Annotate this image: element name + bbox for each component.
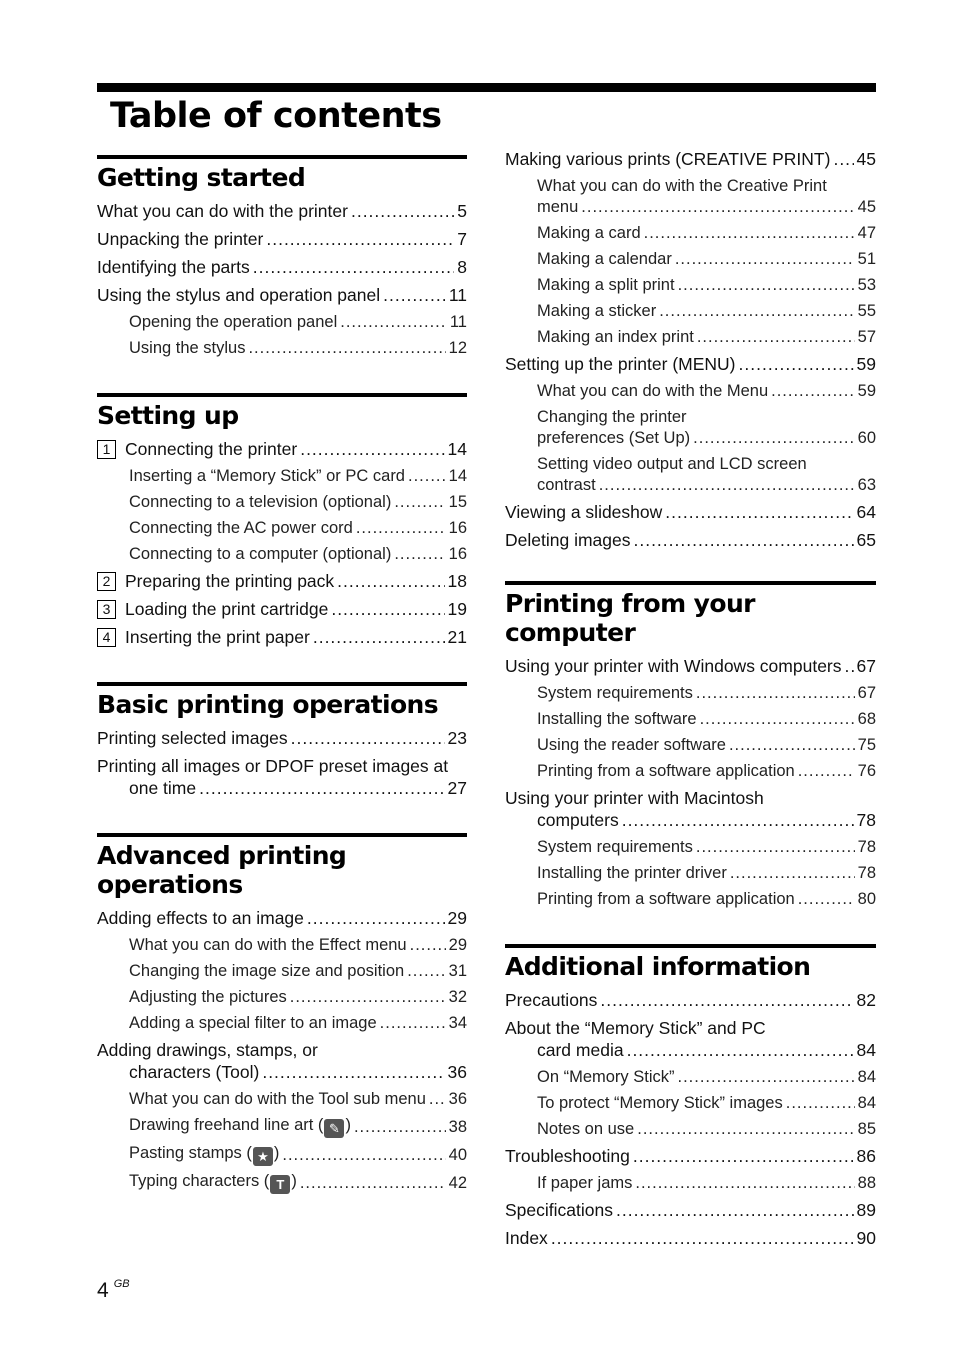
toc-entry[interactable]: Printing all images or DPOF preset images at one time ..... 27 (97, 755, 467, 799)
step-number-box: 3 (97, 600, 116, 619)
section-creative-print-continued (505, 148, 876, 551)
toc-subentry[interactable]: Printing from a software application ..... 76 (505, 761, 876, 782)
toc-subentry[interactable]: What you can do with the Tool sub menu ..... 36 (97, 1089, 467, 1110)
section-title: Printing from your computer (505, 589, 755, 647)
toc-entry[interactable]: Using your printer with Windows computers ..... 67 (505, 655, 876, 677)
toc-subentry[interactable]: Connecting to a television (optional) ..... 15 (97, 492, 467, 513)
toc-subentry[interactable]: Opening the operation panel ..... 11 (97, 312, 467, 333)
toc-subentry[interactable]: What you can do with the Creative Print menu ..... 45 (505, 176, 876, 218)
toc-subentry[interactable]: Printing from a software application ..... 80 (505, 889, 876, 910)
right-column (505, 148, 876, 1283)
toc-entry[interactable]: Making various prints (CREATIVE PRINT) ..... 45 (505, 148, 876, 170)
section-setting-up (97, 393, 467, 648)
toc-entry[interactable]: Using the stylus and operation panel ..... 11 (97, 284, 467, 306)
star-icon: ★ (253, 1147, 273, 1166)
section-title: Setting up (97, 401, 239, 430)
toc-entry[interactable]: Precautions ..... 82 (505, 989, 876, 1011)
section-advanced-printing (97, 833, 467, 1194)
toc-subentry[interactable]: System requirements ..... 67 (505, 683, 876, 704)
text-t-icon: T (270, 1175, 290, 1194)
toc-subentry[interactable]: Setting video output and LCD screen contrast ..... 63 (505, 454, 876, 496)
toc-subentry[interactable]: Connecting the AC power cord ..... 16 (97, 518, 467, 539)
toc-subentry[interactable]: Making a sticker ..... 55 (505, 301, 876, 322)
left-column (97, 155, 467, 1228)
toc-subentry[interactable]: Using the stylus ..... 12 (97, 338, 467, 359)
toc-entry[interactable]: Specifications ..... 89 (505, 1199, 876, 1221)
step-number-box: 1 (97, 440, 116, 459)
toc-subentry[interactable]: Making a card ..... 47 (505, 223, 876, 244)
toc-entry[interactable]: Viewing a slideshow ..... 64 (505, 501, 876, 523)
step-number-box: 2 (97, 572, 116, 591)
toc-subentry[interactable]: Using the reader software ..... 75 (505, 735, 876, 756)
section-rule (97, 393, 467, 397)
toc-subentry[interactable]: Drawing freehand line art ( ✎ ) ..... 38 (97, 1115, 467, 1138)
toc-subentry[interactable]: Installing the printer driver ..... 78 (505, 863, 876, 884)
toc-subentry[interactable]: Notes on use ..... 85 (505, 1119, 876, 1140)
toc-entry[interactable]: Deleting images ..... 65 (505, 529, 876, 551)
toc-subentry[interactable]: On “Memory Stick” ..... 84 (505, 1067, 876, 1088)
page-title: Table of contents (110, 96, 442, 136)
toc-subentry[interactable]: System requirements ..... 78 (505, 837, 876, 858)
toc-subentry[interactable]: Adding a special filter to an image ..... 34 (97, 1013, 467, 1034)
toc-entry[interactable]: Troubleshooting ..... 86 (505, 1145, 876, 1167)
section-title: Additional information (505, 952, 811, 981)
toc-subentry[interactable]: Changing the printer preferences (Set Up) ..... 60 (505, 407, 876, 449)
toc-entry[interactable]: Index ..... 90 (505, 1227, 876, 1249)
toc-subentry[interactable]: What you can do with the Effect menu ..... 29 (97, 935, 467, 956)
page-number: 4 (97, 1279, 109, 1302)
section-rule (97, 155, 467, 159)
toc-entry[interactable]: 3 Loading the print cartridge ..... 19 (97, 598, 467, 620)
toc-subentry[interactable]: Adjusting the pictures ..... 32 (97, 987, 467, 1008)
toc-subentry[interactable]: Inserting a “Memory Stick” or PC card ..... 14 (97, 466, 467, 487)
toc-entry[interactable]: 1 Connecting the printer ..... 14 (97, 438, 467, 460)
toc-entry[interactable]: Printing selected images ..... 23 (97, 727, 467, 749)
toc-entry[interactable]: Identifying the parts ..... 8 (97, 256, 467, 278)
toc-entry[interactable]: 4 Inserting the print paper ..... 21 (97, 626, 467, 648)
pencil-icon: ✎ (324, 1119, 344, 1138)
section-getting-started (97, 155, 467, 359)
toc-subentry[interactable]: Pasting stamps ( ★ ) ..... 40 (97, 1143, 467, 1166)
toc-subentry[interactable]: Changing the image size and position ..... 31 (97, 961, 467, 982)
toc-subentry[interactable]: Making a split print ..... 53 (505, 275, 876, 296)
toc-entry[interactable]: Adding drawings, stamps, or characters (Tool) ..... 36 (97, 1039, 467, 1083)
toc-subentry[interactable]: If paper jams ..... 88 (505, 1173, 876, 1194)
section-rule (97, 682, 467, 686)
toc-subentry[interactable]: What you can do with the Menu ..... 59 (505, 381, 876, 402)
page-suffix: GB (113, 1278, 130, 1290)
toc-entry[interactable]: Unpacking the printer ..... 7 (97, 228, 467, 250)
toc-entry[interactable]: Setting up the printer (MENU) ..... 59 (505, 353, 876, 375)
toc-subentry[interactable]: Connecting to a computer (optional) ..... 16 (97, 544, 467, 565)
toc-subentry[interactable]: Making a calendar ..... 51 (505, 249, 876, 270)
toc-entry[interactable]: Using your printer with Macintosh computers ..... 78 (505, 787, 876, 831)
toc-entry[interactable]: What you can do with the printer ..... 5 (97, 200, 467, 222)
section-additional-information (505, 944, 876, 1249)
toc-subentry[interactable]: Typing characters ( T ) ..... 42 (97, 1171, 467, 1194)
toc-entry[interactable]: About the “Memory Stick” and PC card media ..... 84 (505, 1017, 876, 1061)
section-title: Basic printing operations (97, 690, 439, 719)
toc-subentry[interactable]: Making an index print ..... 57 (505, 327, 876, 348)
toc-subentry[interactable]: Installing the software ..... 68 (505, 709, 876, 730)
section-title: Getting started (97, 163, 306, 192)
section-rule (97, 833, 467, 837)
section-printing-from-computer (505, 581, 876, 910)
step-number-box: 4 (97, 628, 116, 647)
toc-entry[interactable]: 2 Preparing the printing pack ..... 18 (97, 570, 467, 592)
toc-entry[interactable]: Adding effects to an image ..... 29 (97, 907, 467, 929)
title-rule (97, 83, 876, 92)
section-rule (505, 944, 876, 948)
toc-subentry[interactable]: To protect “Memory Stick” images ..... 84 (505, 1093, 876, 1114)
section-title: Advanced printing operations (97, 841, 347, 899)
section-basic-printing (97, 682, 467, 799)
section-rule (505, 581, 876, 585)
page-footer (97, 1278, 130, 1303)
